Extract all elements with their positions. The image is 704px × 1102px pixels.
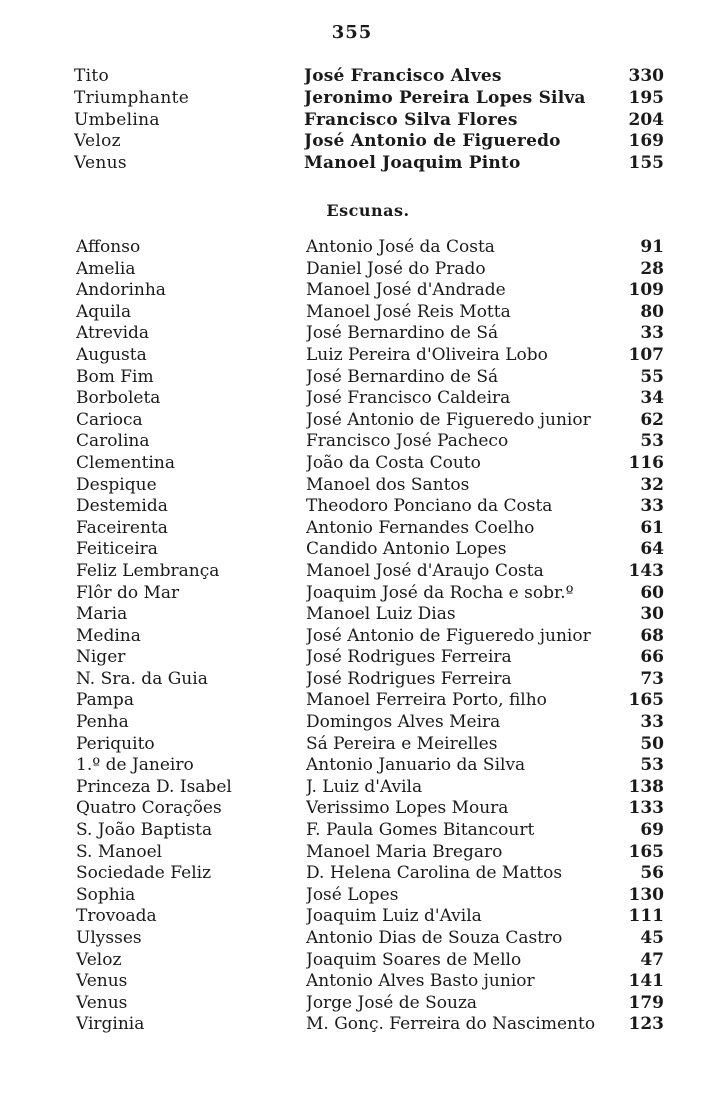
ship-row <box>0 583 704 605</box>
master-name: José Francisco Alves <box>304 66 502 86</box>
tonnage: 53 <box>640 755 664 776</box>
tonnage: 33 <box>640 323 664 344</box>
tonnage: 68 <box>640 625 664 646</box>
master-name: Antonio Fernandes Coelho <box>306 517 535 538</box>
tonnage: 91 <box>640 237 664 257</box>
tonnage: 116 <box>628 452 664 473</box>
ship-name: S. Manoel <box>76 841 163 862</box>
master-name: D. Helena Carolina de Mattos <box>306 863 563 884</box>
master-name: J. Luiz d'Avila <box>306 776 423 797</box>
master-name: Manoel José d'Andrade <box>306 280 506 301</box>
ship-name: Andorinha <box>76 280 166 301</box>
master-name: Manoel José Reis Motta <box>306 301 511 322</box>
ship-row <box>0 345 704 367</box>
ship-row <box>0 885 704 907</box>
ship-name: Virginia <box>76 1014 145 1035</box>
master-name: Manoel Luiz Dias <box>306 604 456 625</box>
ship-name: Bom Fim <box>76 366 154 387</box>
ship-row <box>0 647 704 669</box>
tonnage: 165 <box>628 841 664 862</box>
master-name: Verissimo Lopes Moura <box>306 798 509 819</box>
master-name: Luiz Pereira d'Oliveira Lobo <box>306 344 548 365</box>
master-name: Manoel Ferreira Porto, filho <box>306 690 547 711</box>
ship-row <box>0 88 704 110</box>
master-name: M. Gonç. Ferreira do Nascimento <box>306 1014 596 1035</box>
ship-name: Princeza D. Isabel <box>76 776 232 797</box>
ship-row <box>0 863 704 885</box>
master-name: Antonio José da Costa <box>306 237 495 257</box>
tonnage: 130 <box>628 884 664 905</box>
ship-name: Triumphante <box>74 87 190 108</box>
ship-name: Niger <box>76 647 126 668</box>
ship-row <box>0 906 704 928</box>
tonnage: 107 <box>628 344 664 365</box>
ship-row <box>0 755 704 777</box>
tonnage: 155 <box>628 153 664 174</box>
ship-row <box>0 539 704 561</box>
ship-name: Flôr do Mar <box>76 582 180 603</box>
ship-row <box>0 604 704 626</box>
ship-row <box>0 475 704 497</box>
tonnage: 169 <box>628 131 664 152</box>
ship-name: Quatro Corações <box>76 798 222 819</box>
master-name: Joaquim Luiz d'Avila <box>306 906 482 927</box>
ship-row <box>0 388 704 410</box>
tonnage: 123 <box>628 1014 664 1035</box>
tonnage: 111 <box>628 906 664 927</box>
ship-name: 1.º de Janeiro <box>76 755 194 776</box>
ship-row <box>0 302 704 324</box>
master-name: Antonio Alves Basto junior <box>306 971 535 992</box>
ship-row <box>0 798 704 820</box>
tonnage: 33 <box>640 712 664 733</box>
ship-name: Borboleta <box>76 388 161 409</box>
master-name: Manoel Joaquim Pinto <box>304 153 521 174</box>
tonnage: 62 <box>640 409 664 430</box>
ship-name: Feliz Lembrança <box>76 560 220 581</box>
ship-row <box>0 712 704 734</box>
master-name: José Francisco Caldeira <box>306 388 511 409</box>
ship-row <box>0 993 704 1015</box>
ship-name: Amelia <box>76 258 136 279</box>
ship-row <box>0 626 704 648</box>
master-name: Jeronimo Pereira Lopes Silva <box>304 87 586 108</box>
ship-row <box>0 950 704 972</box>
ship-row <box>0 110 704 132</box>
ship-row <box>0 820 704 842</box>
page-number: 355 <box>331 22 373 43</box>
ship-name: Faceirenta <box>76 517 168 538</box>
ship-name: Ulysses <box>76 928 142 948</box>
ship-name: Medina <box>76 625 141 646</box>
ship-row <box>0 690 704 712</box>
tonnage: 30 <box>640 604 664 625</box>
tonnage: 141 <box>628 971 664 992</box>
master-name: Domingos Alves Meira <box>306 712 501 733</box>
tonnage: 32 <box>640 474 664 495</box>
tonnage: 50 <box>640 733 664 754</box>
tonnage: 60 <box>640 582 664 603</box>
ship-row <box>0 153 704 175</box>
tonnage: 165 <box>628 690 664 711</box>
tonnage: 69 <box>640 820 664 841</box>
ship-name: Affonso <box>76 237 141 257</box>
ship-row <box>0 777 704 799</box>
master-name: José Antonio de Figueredo junior <box>306 625 591 646</box>
ship-name: Penha <box>76 712 129 733</box>
ship-name: Despique <box>76 474 157 495</box>
tonnage: 34 <box>640 388 664 409</box>
tonnage: 204 <box>628 109 664 130</box>
tonnage: 47 <box>640 949 664 970</box>
ship-name: S. João Baptista <box>76 820 213 841</box>
tonnage: 55 <box>640 366 664 387</box>
tonnage: 73 <box>640 668 664 689</box>
ship-name: Veloz <box>74 131 121 152</box>
tonnage: 56 <box>640 863 664 884</box>
ship-list-top <box>0 66 704 175</box>
ship-name: N. Sra. da Guia <box>76 668 208 689</box>
ship-row <box>0 669 704 691</box>
master-name: Antonio Dias de Souza Castro <box>306 928 563 948</box>
ship-row <box>0 453 704 475</box>
ship-name: Pampa <box>76 690 134 711</box>
master-name: Manoel Maria Bregaro <box>306 841 503 862</box>
ship-name: Clementina <box>76 452 175 473</box>
master-name: João da Costa Couto <box>306 452 481 473</box>
ship-name: Aquila <box>76 301 132 322</box>
ship-row <box>0 66 704 88</box>
ship-row <box>0 131 704 153</box>
ship-row <box>0 496 704 518</box>
tonnage: 45 <box>640 928 664 948</box>
master-name: José Bernardino de Sá <box>306 323 499 344</box>
ship-name: Destemida <box>76 496 168 517</box>
ship-name: Sophia <box>76 884 136 905</box>
tonnage: 66 <box>640 647 664 668</box>
tonnage: 133 <box>628 798 664 819</box>
ship-row <box>0 410 704 432</box>
ship-row <box>0 431 704 453</box>
master-name: Candido Antonio Lopes <box>306 539 507 560</box>
master-name: Theodoro Ponciano da Costa <box>306 496 553 517</box>
ship-name: Maria <box>76 604 128 625</box>
tonnage: 28 <box>640 258 664 279</box>
ship-row <box>0 323 704 345</box>
master-name: Joaquim Soares de Mello <box>306 949 522 970</box>
ship-name: Carolina <box>76 431 150 452</box>
ship-row <box>0 280 704 302</box>
ship-row <box>0 259 704 281</box>
ship-row <box>0 734 704 756</box>
ship-row <box>0 971 704 993</box>
master-name: Antonio Januario da Silva <box>306 755 526 776</box>
master-name: José Antonio de Figueredo junior <box>306 409 591 430</box>
ship-name: Periquito <box>76 733 155 754</box>
ship-name: Carioca <box>76 409 143 430</box>
ship-name: Venus <box>74 153 127 174</box>
tonnage: 179 <box>628 992 664 1013</box>
ship-name: Tito <box>74 66 110 86</box>
ship-name: Sociedade Feliz <box>76 863 212 884</box>
ship-list-escunas <box>0 237 704 1036</box>
master-name: Francisco Silva Flores <box>304 109 518 130</box>
ship-name: Venus <box>76 992 128 1013</box>
tonnage: 138 <box>628 776 664 797</box>
master-name: Manoel dos Santos <box>306 474 470 495</box>
master-name: José Antonio de Figueredo <box>304 131 561 152</box>
tonnage: 80 <box>640 301 664 322</box>
tonnage: 109 <box>628 280 664 301</box>
ship-name: Augusta <box>76 344 147 365</box>
ship-name: Feiticeira <box>76 539 158 560</box>
ship-row <box>0 1014 704 1036</box>
ship-name: Umbelina <box>74 109 160 130</box>
tonnage: 143 <box>628 560 664 581</box>
tonnage: 195 <box>628 87 664 108</box>
master-name: Jorge José de Souza <box>306 992 478 1013</box>
master-name: José Lopes <box>306 884 399 905</box>
master-name: José Rodrigues Ferreira <box>306 668 512 689</box>
ship-row <box>0 842 704 864</box>
master-name: Joaquim José da Rocha e sobr.º <box>306 582 574 603</box>
ship-row <box>0 928 704 950</box>
master-name: Sá Pereira e Meirelles <box>306 733 498 754</box>
master-name: José Bernardino de Sá <box>306 366 499 387</box>
tonnage: 33 <box>640 496 664 517</box>
tonnage: 61 <box>640 517 664 538</box>
ship-row <box>0 518 704 540</box>
master-name: Francisco José Pacheco <box>306 431 509 452</box>
master-name: José Rodrigues Ferreira <box>306 647 512 668</box>
ship-row <box>0 561 704 583</box>
ship-name: Trovoada <box>76 906 157 927</box>
master-name: F. Paula Gomes Bitancourt <box>306 820 535 841</box>
master-name: Daniel José do Prado <box>306 258 486 279</box>
tonnage: 53 <box>640 431 664 452</box>
ship-row <box>0 237 704 259</box>
ship-row <box>0 367 704 389</box>
tonnage: 330 <box>628 66 664 86</box>
section-heading-escunas: Escunas. <box>326 201 410 220</box>
ship-name: Venus <box>76 971 128 992</box>
tonnage: 64 <box>640 539 664 560</box>
ship-name: Veloz <box>76 949 122 970</box>
master-name: Manoel José d'Araujo Costa <box>306 560 544 581</box>
ship-name: Atrevida <box>76 323 150 344</box>
